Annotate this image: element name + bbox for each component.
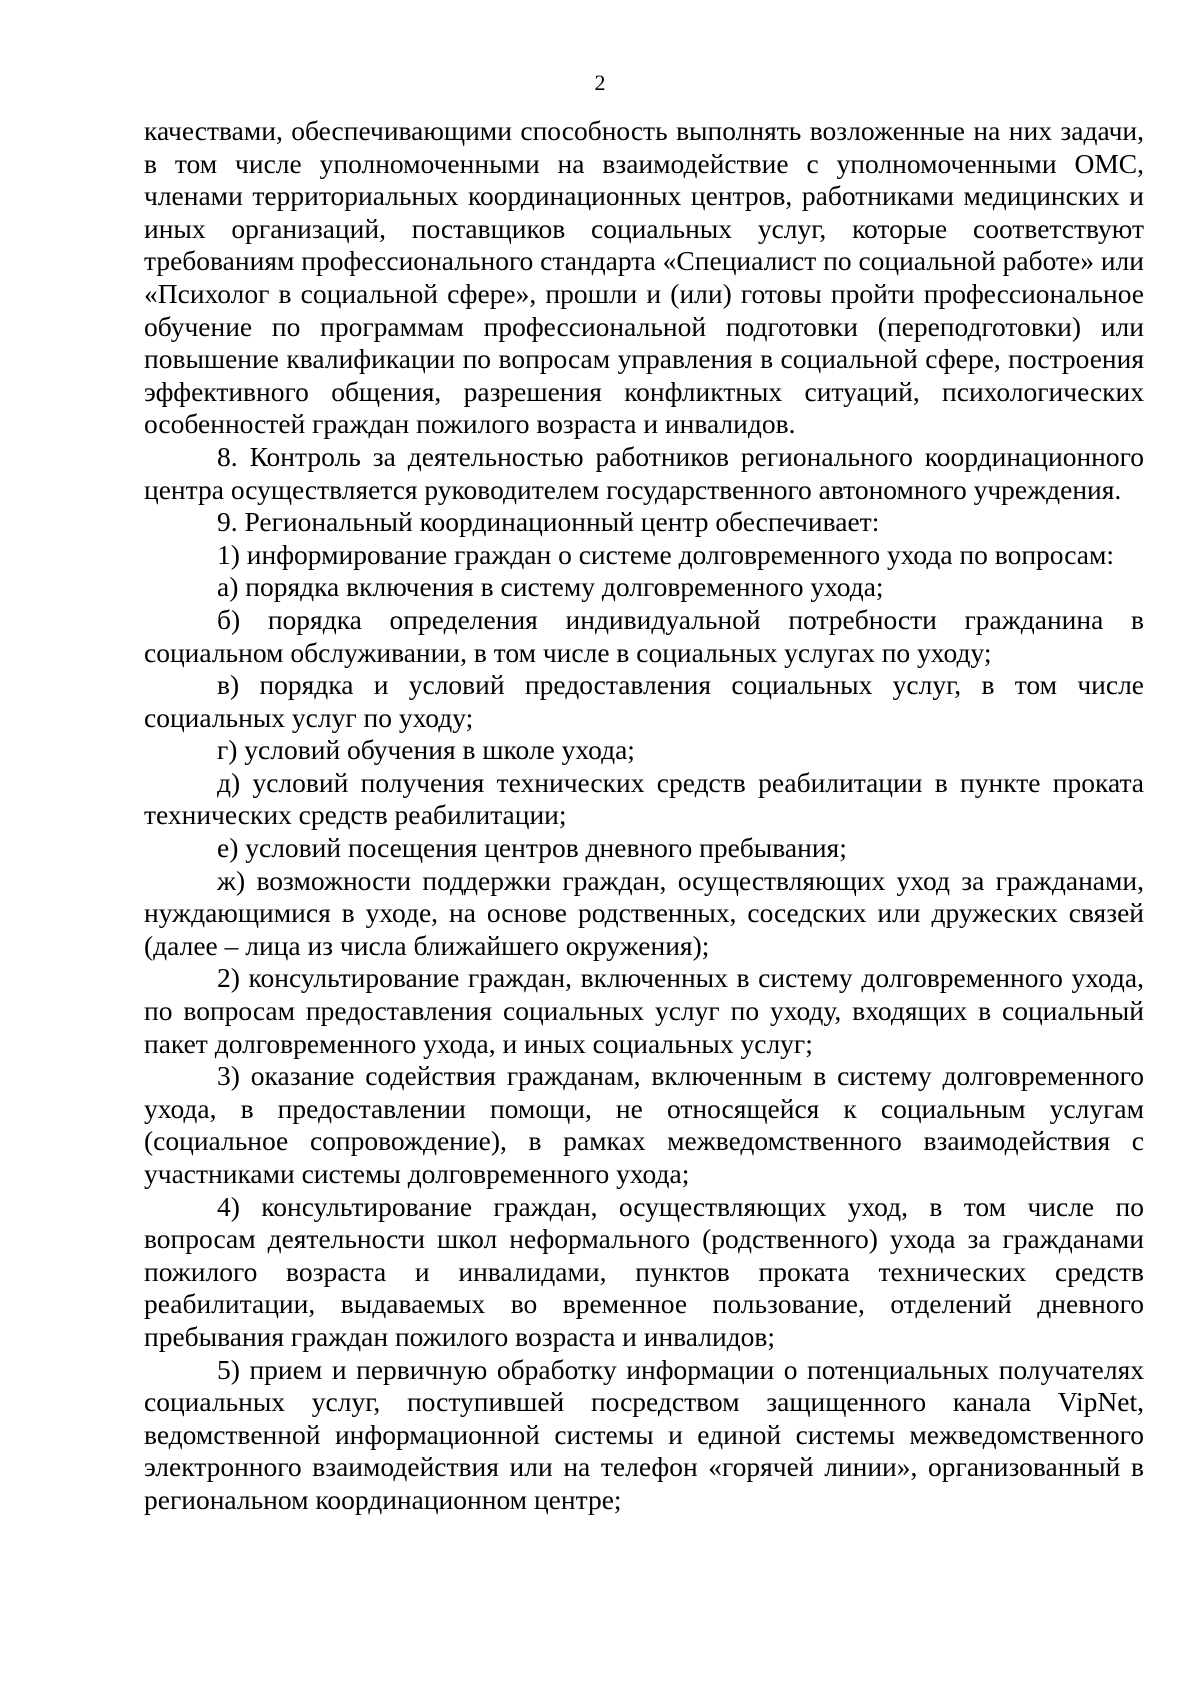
list-item-5: 5) прием и первичную обработку информации о потенциальных получателях социальных услуг, поступившей посредством защищенного канала VipNet, ведомственной информационной системы и единой системы межведомственного электронного взаимодействия или на телефон «горячей линии», организованный в региональном координационном центре; [144, 1353, 1144, 1515]
document-body [144, 115, 1144, 1517]
list-subitem-d: д) условий получения технических средств реабилитации в пункте проката технических средств реабилитации; [144, 766, 1144, 831]
page-number: 2 [594, 70, 606, 95]
list-subitem-v: в) порядка и условий предоставления социальных услуг, в том числе социальных услуг по уходу; [144, 669, 1144, 733]
list-item-3: 3) оказание содействия гражданам, включенным в систему долговременного ухода, в предоставлении помощи, не относящейся к социальным услугам (социальное сопровождение), в рамках межведомственного взаимодействия с участниками системы долговременного ухода; [144, 1060, 1144, 1189]
list-subitem-e: е) условий посещения центров дневного пребывания; [217, 832, 847, 864]
paragraph-item-8: 8. Контроль за деятельностью работников регионального координационного центра осуществляется руководителем государственного автономного учреждения. [144, 440, 1144, 505]
list-item-2: 2) консультирование граждан, включенных в систему долговременного ухода, по вопросам предоставления социальных услуг по уходу, входящих в социальный пакет долговременного ухода, и иных социальных услуг; [144, 962, 1144, 1059]
list-subitem-zh: ж) возможности поддержки граждан, осуществляющих уход за гражданами, нуждающимися в уходе, на основе родственных, соседских или дружеских связей (далее – лица из числа ближайшего окружения); [144, 864, 1144, 961]
list-subitem-b: б) порядка определения индивидуальной потребности гражданина в социальном обслуживании, в том числе в социальных услугах по уходу; [144, 603, 1144, 668]
paragraph-continuation: качествами, обеспечивающими способность выполнять возложенные на них задачи, в том числе уполномоченными на взаимодействие с уполномоченными ОМС, членами территориальных координационных центров, работниками медицинских и иных организаций, поставщиков социальных услуг, которые соответствуют требованиям профессионального стандарта «Специалист по социальной работе» или «Психолог в социальной сфере», прошли и (или) готовы пройти профессиональное обучение по программам профессиональной подготовки (переподготовки) или повышение квалификации по вопросам управления в социальной сфере, построения эффективного общения, разрешения конфликтных ситуаций, психологических особенностей граждан пожилого возраста и инвалидов. [144, 115, 1144, 440]
paragraph-item-9: 9. Региональный координационный центр обеспечивает: [217, 506, 880, 538]
list-item-4: 4) консультирование граждан, осуществляющих уход, в том числе по вопросам деятельности школ неформального (родственного) ухода за гражданами пожилого возраста и инвалидами, пунктов проката технических средств реабилитации, выдаваемых во временное пользование, отделений дневного пребывания граждан пожилого возраста и инвалидов; [144, 1190, 1144, 1352]
list-subitem-a: а) порядка включения в систему долговременного ухода; [217, 571, 884, 603]
list-item-1: 1) информирование граждан о системе долговременного ухода по вопросам: [217, 538, 1115, 570]
list-subitem-g: г) условий обучения в школе ухода; [217, 734, 635, 766]
